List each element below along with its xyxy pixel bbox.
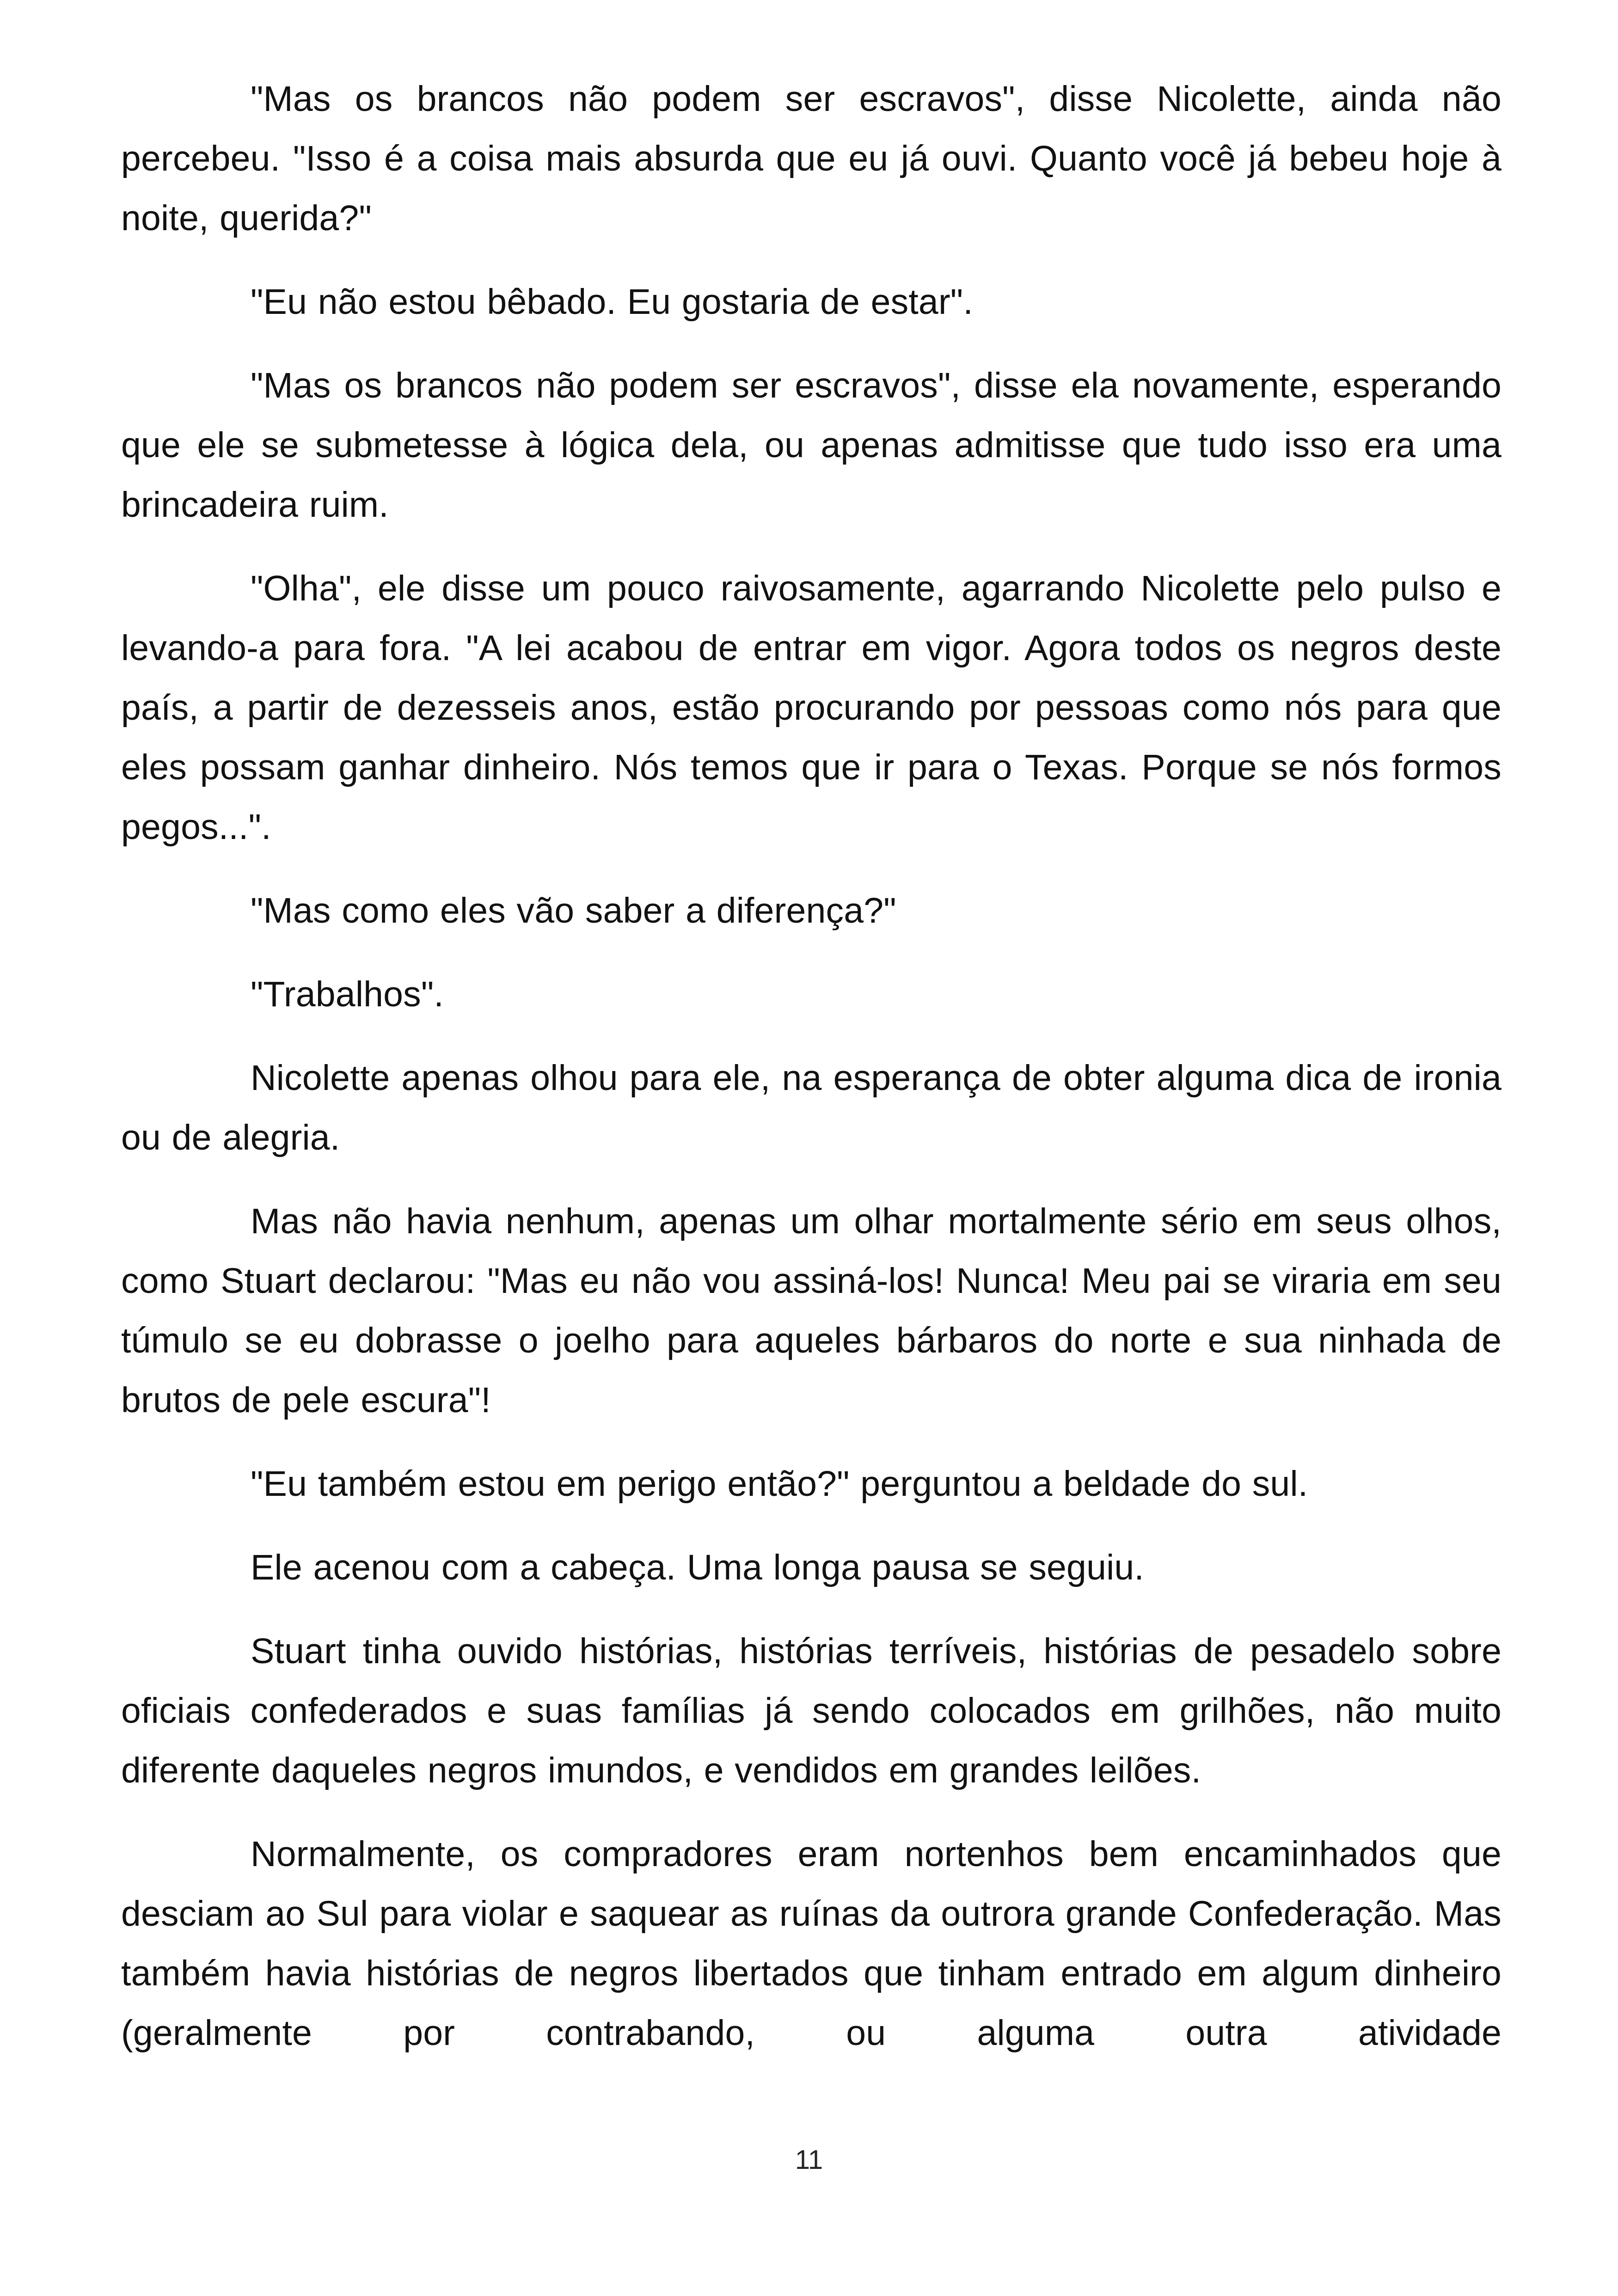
paragraph: Stuart tinha ouvido histórias, histórias terríveis, histórias de pesadelo sobre oficiais confederados e suas famílias já sendo colocados em grilhões, não muito diferente daqueles negros imundos, e vendidos em grandes leilões. (121, 1631, 1502, 1790)
paragraph-continued: Normalmente, os compradores eram nortenhos bem encaminhados que desciam ao Sul para violar e saquear as ruínas da outrora grande Confederação. Mas também havia histórias de negros libertados que tinham entrado em algum dinheiro (geralmente por contrabando, ou alguma outra atividade (121, 1834, 1502, 2053)
paragraph: Nicolette apenas olhou para ele, na esperança de obter alguma dica de ironia ou de alegria. (121, 1058, 1502, 1157)
paragraph: "Eu também estou em perigo então?" perguntou a beldade do sul. (251, 1464, 1308, 1504)
paragraph: "Mas como eles vão saber a diferença?" (251, 891, 896, 931)
document-page (121, 69, 1502, 2087)
paragraph: "Mas os brancos não podem ser escravos", disse Nicolette, ainda não percebeu. "Isso é a coisa mais absurda que eu já ouvi. Quanto você já bebeu hoje à noite, querida?" (121, 79, 1502, 238)
paragraph: "Mas os brancos não podem ser escravos", disse ela novamente, esperando que ele se submetesse à lógica dela, ou apenas admitisse que tudo isso era uma brincadeira ruim. (121, 366, 1502, 525)
paragraph: "Eu não estou bêbado. Eu gostaria de estar". (251, 282, 973, 322)
paragraph: "Olha", ele disse um pouco raivosamente, agarrando Nicolette pelo pulso e levando-a para fora. "A lei acabou de entrar em vigor. Agora todos os negros deste país, a partir de dezesseis anos, estão procurando por pessoas como nós para que eles possam ganhar dinheiro. Nós temos que ir para o Texas. Porque se nós formos pegos...". (121, 569, 1502, 847)
paragraph: Mas não havia nenhum, apenas um olhar mortalmente sério em seus olhos, como Stuart declarou: "Mas eu não vou assiná-los! Nunca! Meu pai se viraria em seu túmulo se eu dobrasse o joelho para aqueles bárbaros do norte e sua ninhada de brutos de pele escura"! (121, 1201, 1502, 1420)
page-number: 11 (795, 2145, 823, 2175)
paragraph: "Trabalhos". (251, 974, 444, 1014)
paragraph: Ele acenou com a cabeça. Uma longa pausa se seguiu. (251, 1548, 1145, 1587)
